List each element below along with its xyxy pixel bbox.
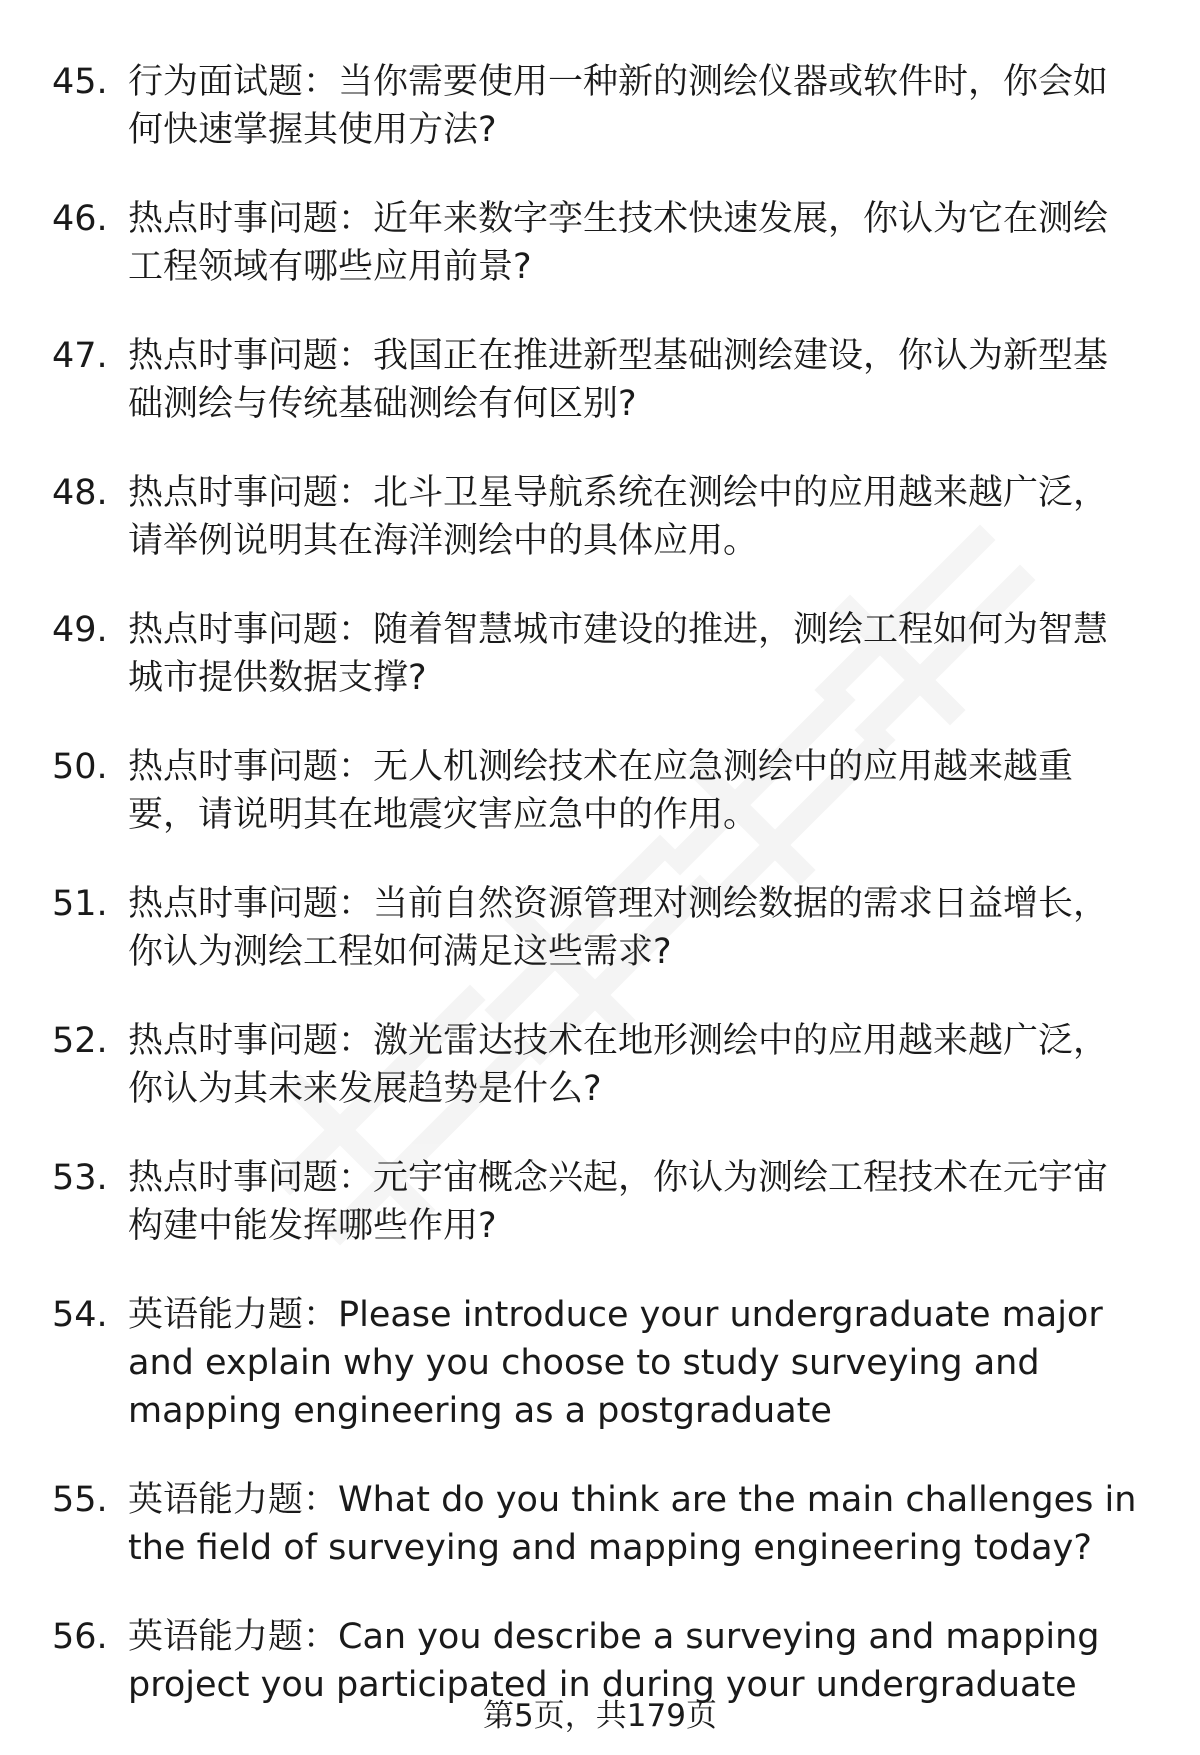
question-text: 英语能力题：What do you think are the main challenges in the field of surveying and mapping engineering today? — [128, 1480, 1137, 1568]
question-number: 47. — [52, 336, 108, 376]
list-item — [0, 58, 1200, 154]
list-item — [0, 1017, 1200, 1113]
question-number: 52. — [52, 1021, 108, 1061]
list-item — [0, 606, 1200, 702]
question-number: 46. — [52, 199, 108, 239]
question-number: 49. — [52, 610, 108, 650]
list-item — [0, 1154, 1200, 1250]
list-item — [0, 1476, 1200, 1572]
list-item — [0, 1613, 1200, 1709]
list-item — [0, 880, 1200, 976]
question-text: 英语能力题：Can you describe a surveying and mapping project you participated in during your undergraduate — [128, 1617, 1100, 1705]
question-number: 55. — [52, 1480, 108, 1520]
page-number-footer: 第5页，共179页 — [483, 1698, 717, 1734]
list-item — [0, 1291, 1200, 1435]
question-text: 热点时事问题：北斗卫星导航系统在测绘中的应用越来越广泛，请举例说明其在海洋测绘中的具体应用。 — [128, 473, 1109, 561]
question-text: 热点时事问题：当前自然资源管理对测绘数据的需求日益增长，你认为测绘工程如何满足这些需求? — [128, 884, 1109, 972]
question-number: 50. — [52, 747, 108, 787]
question-text: 英语能力题：Please introduce your undergraduate major and explain why you choose to study surveying and mapping engineering as a postgraduate — [128, 1295, 1103, 1431]
question-text: 热点时事问题：元宇宙概念兴起，你认为测绘工程技术在元宇宙构建中能发挥哪些作用? — [128, 1158, 1109, 1246]
list-item — [0, 743, 1200, 839]
question-number: 51. — [52, 884, 108, 924]
list-item — [0, 195, 1200, 291]
question-text: 热点时事问题：我国正在推进新型基础测绘建设，你认为新型基础测绘与传统基础测绘有何区别? — [128, 336, 1109, 424]
question-number: 45. — [52, 62, 108, 102]
question-number: 56. — [52, 1617, 108, 1657]
question-text: 热点时事问题：激光雷达技术在地形测绘中的应用越来越广泛，你认为其未来发展趋势是什么? — [128, 1021, 1109, 1109]
question-text: 热点时事问题：无人机测绘技术在应急测绘中的应用越来越重要，请说明其在地震灾害应急中的作用。 — [128, 747, 1074, 835]
question-text: 热点时事问题：近年来数字孪生技术快速发展，你认为它在测绘工程领域有哪些应用前景? — [128, 199, 1109, 287]
list-item — [0, 332, 1200, 428]
question-number: 53. — [52, 1158, 108, 1198]
list-item — [0, 469, 1200, 565]
question-text: 热点时事问题：随着智慧城市建设的推进，测绘工程如何为智慧城市提供数据支撑? — [128, 610, 1109, 698]
question-number: 54. — [52, 1295, 108, 1335]
question-text: 行为面试题：当你需要使用一种新的测绘仪器或软件时，你会如何快速掌握其使用方法? — [128, 62, 1109, 150]
question-list — [0, 58, 1200, 1750]
question-number: 48. — [52, 473, 108, 513]
